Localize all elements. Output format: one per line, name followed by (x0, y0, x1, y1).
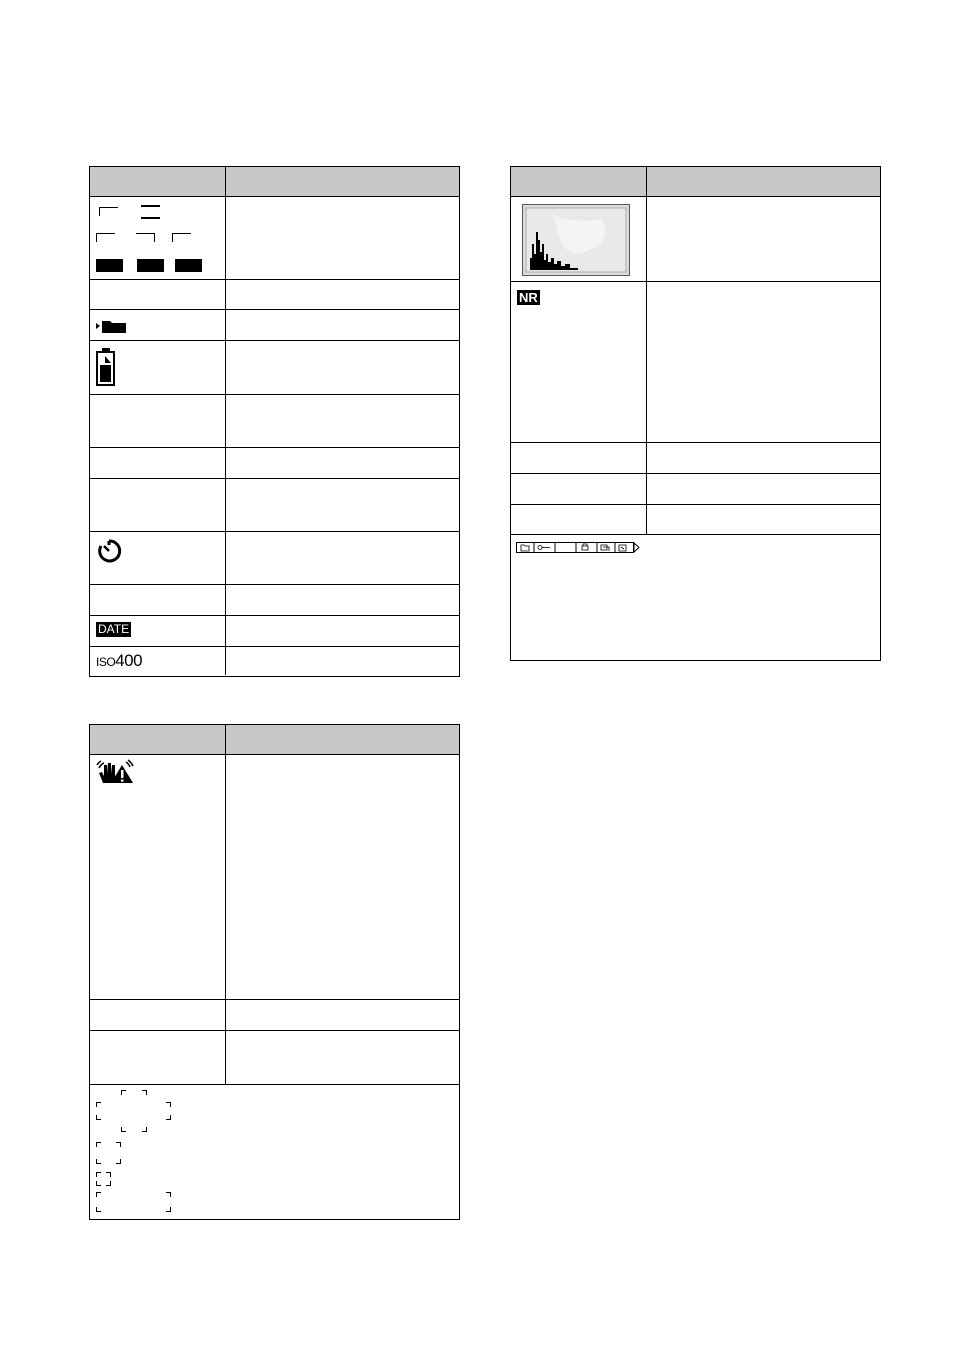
table-left-top (89, 166, 460, 677)
table-row (90, 1031, 459, 1085)
date-badge-icon (90, 616, 226, 646)
description-cell (226, 395, 459, 447)
iso-value: 400 (115, 651, 143, 670)
display-cell (511, 443, 647, 473)
description-cell (647, 505, 880, 534)
table-header-row (511, 167, 880, 197)
display-cell (511, 505, 647, 534)
display-cell (90, 395, 226, 447)
description-cell (226, 341, 459, 394)
table-row (90, 647, 459, 675)
table-row (511, 282, 880, 443)
battery-icon (90, 341, 226, 394)
table-row (511, 474, 880, 505)
display-cell (90, 585, 226, 615)
display-cell (511, 474, 647, 504)
table-row (511, 505, 880, 535)
self-timer-icon (90, 532, 226, 584)
quality-brackets-icon (90, 197, 226, 279)
table-row (90, 1000, 459, 1031)
description-cell (647, 443, 880, 473)
description-cell (226, 585, 459, 615)
header-cell-indication (647, 167, 880, 196)
shake-warning-icon (90, 755, 226, 999)
histogram-icon (511, 197, 647, 281)
description-cell (226, 479, 459, 531)
iso-prefix: ISO (96, 655, 116, 669)
description-cell (226, 280, 459, 309)
description-cell (226, 1031, 459, 1084)
description-cell (226, 448, 459, 478)
date-badge-text: DATE (98, 622, 130, 636)
table-row (511, 443, 880, 474)
nr-badge-text: NR (519, 290, 538, 305)
table-row (90, 280, 459, 310)
table-row (90, 197, 459, 280)
table-row (90, 479, 459, 532)
table-header-row (90, 725, 459, 755)
description-cell (226, 647, 459, 675)
header-cell-indication (226, 167, 459, 196)
display-cell (90, 1031, 226, 1084)
table-row (90, 532, 459, 585)
noise-reduction-icon (511, 282, 647, 442)
table-row (90, 616, 459, 647)
display-cell (90, 280, 226, 309)
description-cell (226, 310, 459, 340)
description-cell (647, 282, 880, 442)
description-cell (226, 755, 459, 999)
table-header-row (90, 167, 459, 197)
description-cell (647, 197, 880, 281)
display-cell (90, 479, 226, 531)
table-row (90, 585, 459, 616)
iso-icon (90, 647, 226, 675)
table-row (90, 755, 459, 1000)
table-row (90, 341, 459, 395)
description-cell (226, 532, 459, 584)
description-cell (226, 197, 459, 279)
table-right (510, 166, 881, 661)
header-cell-display (511, 167, 647, 196)
table-left-bottom (89, 724, 460, 1220)
header-cell-display (90, 725, 226, 754)
table-row (511, 197, 880, 282)
header-cell-display (90, 167, 226, 196)
display-cell (90, 448, 226, 478)
table-row (90, 448, 459, 479)
table-row (90, 395, 459, 448)
table-row (90, 310, 459, 341)
movie-folder-icon (90, 310, 226, 340)
header-cell-indication (226, 725, 459, 754)
description-cell (226, 616, 459, 646)
description-cell (226, 1000, 459, 1030)
display-cell (90, 1000, 226, 1030)
description-cell (647, 474, 880, 504)
